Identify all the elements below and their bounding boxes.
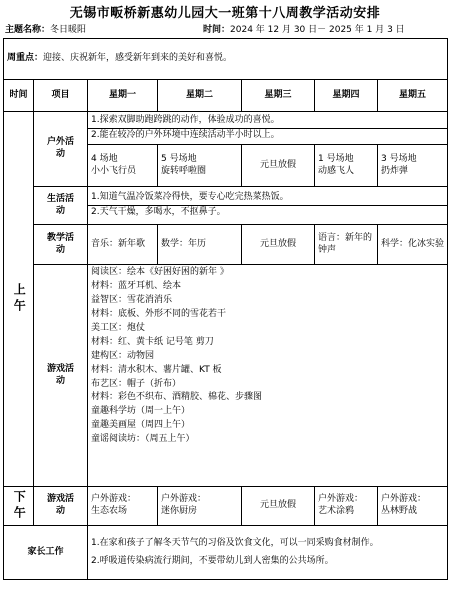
theme-label: 主题名称： bbox=[5, 25, 51, 35]
games-row bbox=[4, 265, 448, 487]
afternoon-wednesday: 元旦放假 bbox=[242, 487, 315, 526]
life-line-2: 2.天气干燥，多喝水，不抠鼻子。 bbox=[91, 207, 226, 217]
theme-value: 冬日暖阳 bbox=[50, 25, 87, 35]
afternoon-monday bbox=[88, 487, 158, 526]
outdoor-wednesday: 元旦放假 bbox=[242, 145, 315, 187]
outdoor-goal-1: 1.探索双脚助跑跨跳的动作，体验成功的喜悦。 bbox=[88, 114, 447, 129]
teaching-tuesday: 数学：年历 bbox=[158, 225, 242, 265]
games-label: 游戏活动 bbox=[34, 265, 88, 487]
afternoon-thursday bbox=[315, 487, 378, 526]
afternoon-row bbox=[4, 487, 448, 526]
focus-value: 迎接、庆祝新年，感受新年到来的美好和喜悦。 bbox=[43, 53, 233, 64]
teaching-thursday: 语言：新年的钟声 bbox=[315, 225, 378, 265]
games-line-9: 布艺区：帽子（折布） bbox=[91, 378, 182, 389]
afternoon-label: 下午 bbox=[4, 487, 34, 526]
header-friday: 星期五 bbox=[378, 80, 448, 112]
teaching-friday: 科学：化冰实验 bbox=[378, 225, 448, 265]
teaching-monday: 音乐：新年歌 bbox=[88, 225, 158, 265]
life-label: 生活活动 bbox=[34, 187, 88, 225]
parent-line-1: 1.在家和孩子了解冬天节气的习俗及饮食文化，可以一同采购食材制作。 bbox=[91, 538, 379, 549]
games-line-7: 建构区：动物园 bbox=[91, 350, 155, 361]
afternoon-friday-text: 户外游戏： 丛林野战 bbox=[381, 494, 427, 516]
outdoor-tuesday-text: 5 号场地 旋转呼啦圈 bbox=[161, 153, 207, 176]
time-info bbox=[203, 22, 405, 36]
outdoor-label: 户外活动 bbox=[34, 112, 88, 187]
games-line-11: 童趣科学坊（周一上午） bbox=[91, 406, 191, 417]
games-line-13: 童谣阅读坊：（周五上午） bbox=[91, 434, 195, 445]
life-content bbox=[88, 187, 448, 225]
teaching-row bbox=[4, 225, 448, 265]
header-wednesday: 星期三 bbox=[242, 80, 315, 112]
outdoor-thursday-text: 1 号场地 动感飞人 bbox=[318, 153, 355, 176]
parent-label: 家长工作 bbox=[4, 526, 88, 580]
header-time: 时间 bbox=[4, 80, 34, 112]
header-thursday: 星期四 bbox=[315, 80, 378, 112]
focus-row bbox=[4, 39, 448, 80]
afternoon-monday-text: 户外游戏： 生态农场 bbox=[91, 494, 137, 516]
games-line-6: 材料：红、黄卡纸 记号笔 剪刀 bbox=[91, 336, 214, 347]
header-monday: 星期一 bbox=[88, 80, 158, 112]
afternoon-tuesday-text: 户外游戏： 迷你厨房 bbox=[161, 494, 207, 516]
time-label: 时间： bbox=[203, 25, 231, 35]
games-line-4: 材料：底板、外形不同的雪花若干 bbox=[91, 308, 227, 319]
weekly-focus bbox=[4, 39, 448, 80]
games-line-12: 童趣美画屋（周四上午） bbox=[91, 420, 191, 431]
parent-content bbox=[88, 526, 448, 580]
teaching-label: 教学活动 bbox=[34, 225, 88, 265]
life-line-1: 1.知道气温冷饭菜冷得快，要专心吃完热菜热饭。 bbox=[88, 191, 447, 206]
theme-info bbox=[5, 22, 86, 36]
afternoon-friday bbox=[378, 487, 448, 526]
outdoor-friday-text: 3 号场地 扔炸弹 bbox=[381, 153, 417, 176]
morning-label: 上午 bbox=[4, 112, 34, 487]
outdoor-friday bbox=[378, 145, 448, 187]
afternoon-tuesday bbox=[158, 487, 242, 526]
teaching-wednesday: 元旦放假 bbox=[242, 225, 315, 265]
outdoor-monday bbox=[88, 145, 158, 187]
schedule-table bbox=[3, 38, 448, 580]
afternoon-games-label: 游戏活动 bbox=[34, 487, 88, 526]
afternoon-thursday-text: 户外游戏： 艺术涂鸦 bbox=[318, 494, 364, 516]
games-line-1: 阅读区：绘本《好困好困的新年 》 bbox=[91, 267, 229, 277]
parent-line-2: 2.呼吸道传染病流行期间，不要带幼儿到人密集的公共场所。 bbox=[91, 555, 334, 566]
header-tuesday: 星期二 bbox=[158, 80, 242, 112]
outdoor-goals-row bbox=[4, 112, 448, 145]
outdoor-goal-2: 2.能在较冷的户外环境中连续活动半小时以上。 bbox=[91, 129, 280, 140]
page-title: 无锡市畈桥新惠幼儿园大一班第十八周教学活动安排 bbox=[69, 6, 381, 21]
games-line-8: 材料：清水积木、薯片罐、KT 板 bbox=[91, 364, 222, 375]
outdoor-thursday bbox=[315, 145, 378, 187]
time-value: 2024 年 12 月 30 日－ 2025 年 1 月 3 日 bbox=[230, 25, 405, 35]
life-row bbox=[4, 187, 448, 225]
outdoor-monday-text: 4 场地 小小飞行员 bbox=[91, 153, 137, 176]
games-line-3: 益智区：雪花消消乐 bbox=[91, 294, 173, 305]
games-line-10: 材料：彩色不织布、酒精胶、棉花、步骤图 bbox=[91, 392, 263, 403]
games-content bbox=[88, 265, 448, 487]
header-row bbox=[4, 80, 448, 112]
games-line-5: 美工区：炮仗 bbox=[91, 322, 146, 333]
focus-label: 周重点： bbox=[7, 53, 44, 64]
outdoor-tuesday bbox=[158, 145, 242, 187]
parent-row bbox=[4, 526, 448, 580]
games-line-2: 材料：蓝牙耳机、绘本 bbox=[91, 280, 182, 291]
header-item: 项目 bbox=[34, 80, 88, 112]
outdoor-goals bbox=[88, 112, 448, 145]
